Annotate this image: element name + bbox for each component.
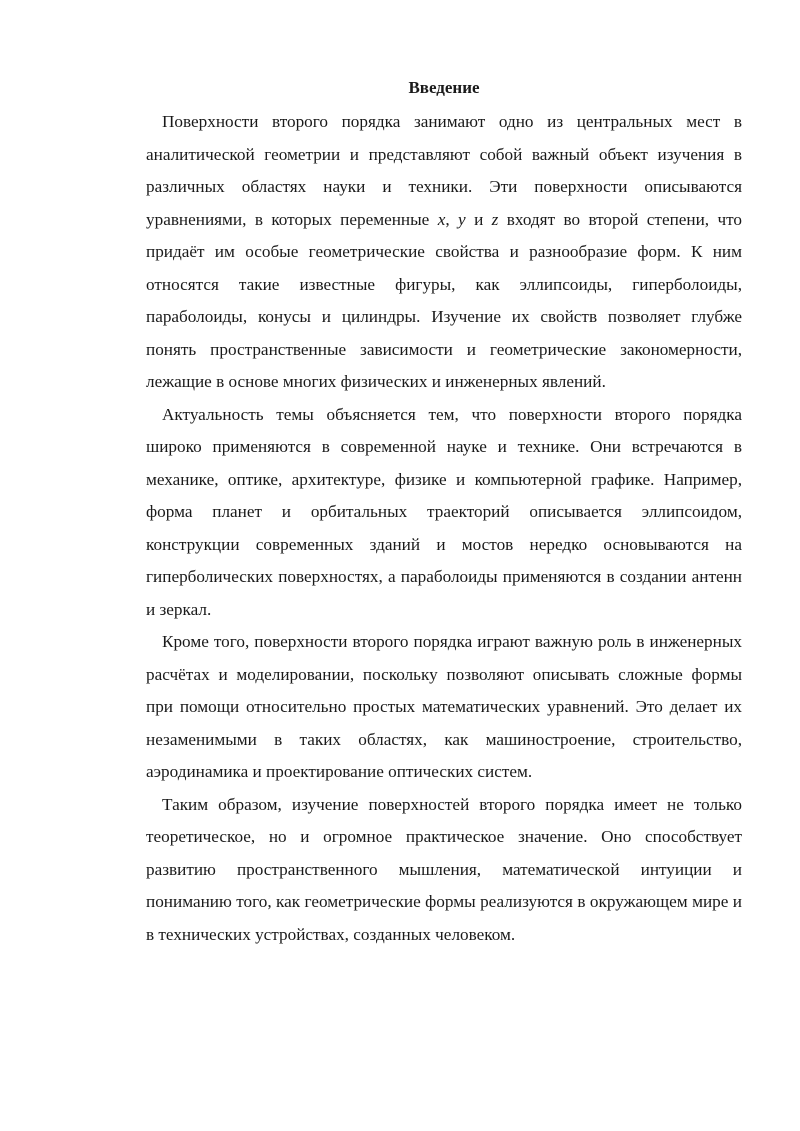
text-run: Поверхности второго порядка занимают одно из центральных мест в аналитической геометрии и представляют собой важный объект изучения в различных областях науки и техники. Эти поверхности описываются уравнениями, в которых переменные	[146, 112, 742, 229]
text-run: Кроме того, поверхности второго порядка играют важную роль в инженерных расчётах и моделировании, поскольку позволяют описывать сложные формы при помощи относительно простых математических уравнений. Это делает их незаменимыми в таких областях, как машиностроение, строительство, аэродинамика и проектирование оптических систем.	[146, 632, 742, 781]
text-run: Актуальность темы объясняется тем, что поверхности второго порядка широко применяются в современной науке и технике. Они встречаются в механике, оптике, архитектуре, физике и компьютерной графике. Например, форма планет и орбитальных траекторий описывается эллипсоидом, конструкции современных зданий и мостов нередко основываются на гиперболических поверхностях, а параболоиды применяются в создании антенн и зеркал.	[146, 404, 742, 619]
page-title: Введение	[408, 78, 480, 97]
text-run: и	[465, 209, 492, 229]
italic-variable: z	[491, 209, 499, 229]
paragraph-1	[146, 106, 742, 399]
paragraph-4	[146, 789, 742, 952]
italic-variable: y	[458, 209, 466, 229]
paragraph-2	[146, 399, 742, 627]
text-run: входят во второй степени, что придаёт им особые геометрические свойства и разнообразие форм. К ним относятся такие известные фигуры, как эллипсоиды, гиперболоиды, параболоиды, конусы и цилиндры. Изучение их свойств позволяет глубже понять пространственные зависимости и геометрические закономерности, лежащие в основе многих физических и инженерных явлений.	[146, 209, 743, 391]
document-body	[146, 74, 742, 951]
text-run: ,	[445, 209, 459, 229]
paragraph-3	[146, 626, 742, 789]
italic-variable: x	[437, 209, 446, 229]
text-run: Таким образом, изучение поверхностей второго порядка имеет не только теоретическое, но и огромное практическое значение. Оно способствует развитию пространственного мышления, математической интуиции и пониманию того, как геометрические формы реализуются в окружающем мире и в технических устройствах, созданных человеком.	[146, 794, 742, 944]
